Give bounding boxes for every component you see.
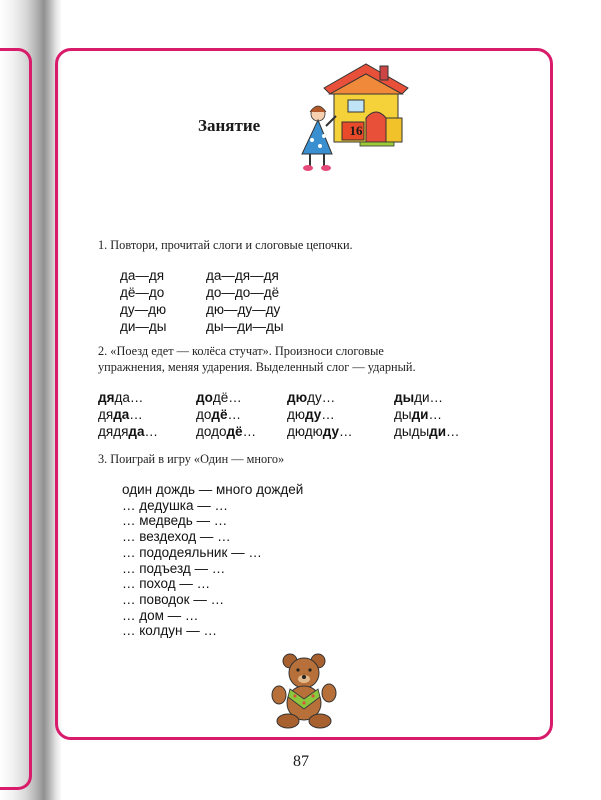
syllable-pair: ду—дю: [120, 302, 167, 317]
lesson-title: Занятие: [198, 116, 261, 135]
task1-col2: [206, 267, 284, 335]
stress-item: дододё…: [196, 424, 257, 439]
list-item: … поводок — …: [122, 591, 225, 607]
syllable-pair: ди—ды: [120, 319, 167, 334]
page-number: 87: [293, 753, 309, 770]
list-item: … дом — …: [122, 607, 199, 623]
list-item: … медведь — …: [122, 513, 228, 529]
stress-item: дыдыди…: [394, 424, 460, 439]
task2-instruction-line2: упражнения, меняя ударения. Выделенный слог — ударный.: [98, 360, 416, 374]
task1-instruction: 1. Повтори, прочитай слоги и слоговые цепочки.: [98, 238, 353, 252]
list-item: … поход — …: [122, 576, 211, 592]
syllable-pair: дё—до: [120, 285, 165, 300]
list-item: … колдун — …: [122, 623, 217, 639]
task2-instruction-line1: 2. «Поезд едет — колёса стучат». Произноси слоговые: [98, 344, 384, 358]
syllable-chain: дю—ду—ду: [206, 302, 281, 317]
stress-item: дыди…: [394, 390, 444, 405]
task2-instruction: [98, 343, 416, 375]
task2-col4: [394, 389, 460, 440]
stress-item: дядяда…: [98, 424, 158, 439]
left-page-frame: [0, 48, 32, 790]
stress-item: додё…: [196, 407, 241, 422]
stress-item: дяда…: [98, 390, 144, 405]
syllable-chain: да—дя—дя: [206, 268, 279, 283]
syllable-pair: да—дя: [120, 268, 165, 283]
syllable-chain: до—до—дё: [206, 285, 280, 300]
stress-item: додё…: [196, 390, 242, 405]
stress-item: дыди…: [394, 407, 442, 422]
list-item: … подъезд — …: [122, 560, 226, 576]
lesson-number-badge: 16: [349, 123, 363, 138]
list-item: … вездеход — …: [122, 529, 231, 545]
teddy-bear-illustration: [268, 653, 340, 729]
house-illustration: [288, 60, 410, 178]
task1-col1: [120, 267, 167, 335]
stress-item: дюду…: [287, 390, 336, 405]
stress-item: дюду…: [287, 407, 335, 422]
stress-item: дяда…: [98, 407, 143, 422]
list-item: … пододеяльник — …: [122, 544, 262, 560]
task3-list: [122, 482, 303, 639]
task2-col1: [98, 389, 158, 440]
task2-col2: [196, 389, 256, 440]
syllable-chain: ды—ди—ды: [206, 319, 284, 334]
task3-instruction: 3. Поиграй в игру «Один — много»: [98, 452, 285, 466]
list-item: один дождь — много дождей: [122, 482, 304, 497]
stress-item: дюдюду…: [287, 424, 353, 439]
list-item: … дедушка — …: [122, 497, 229, 513]
task2-col3: [287, 389, 352, 440]
